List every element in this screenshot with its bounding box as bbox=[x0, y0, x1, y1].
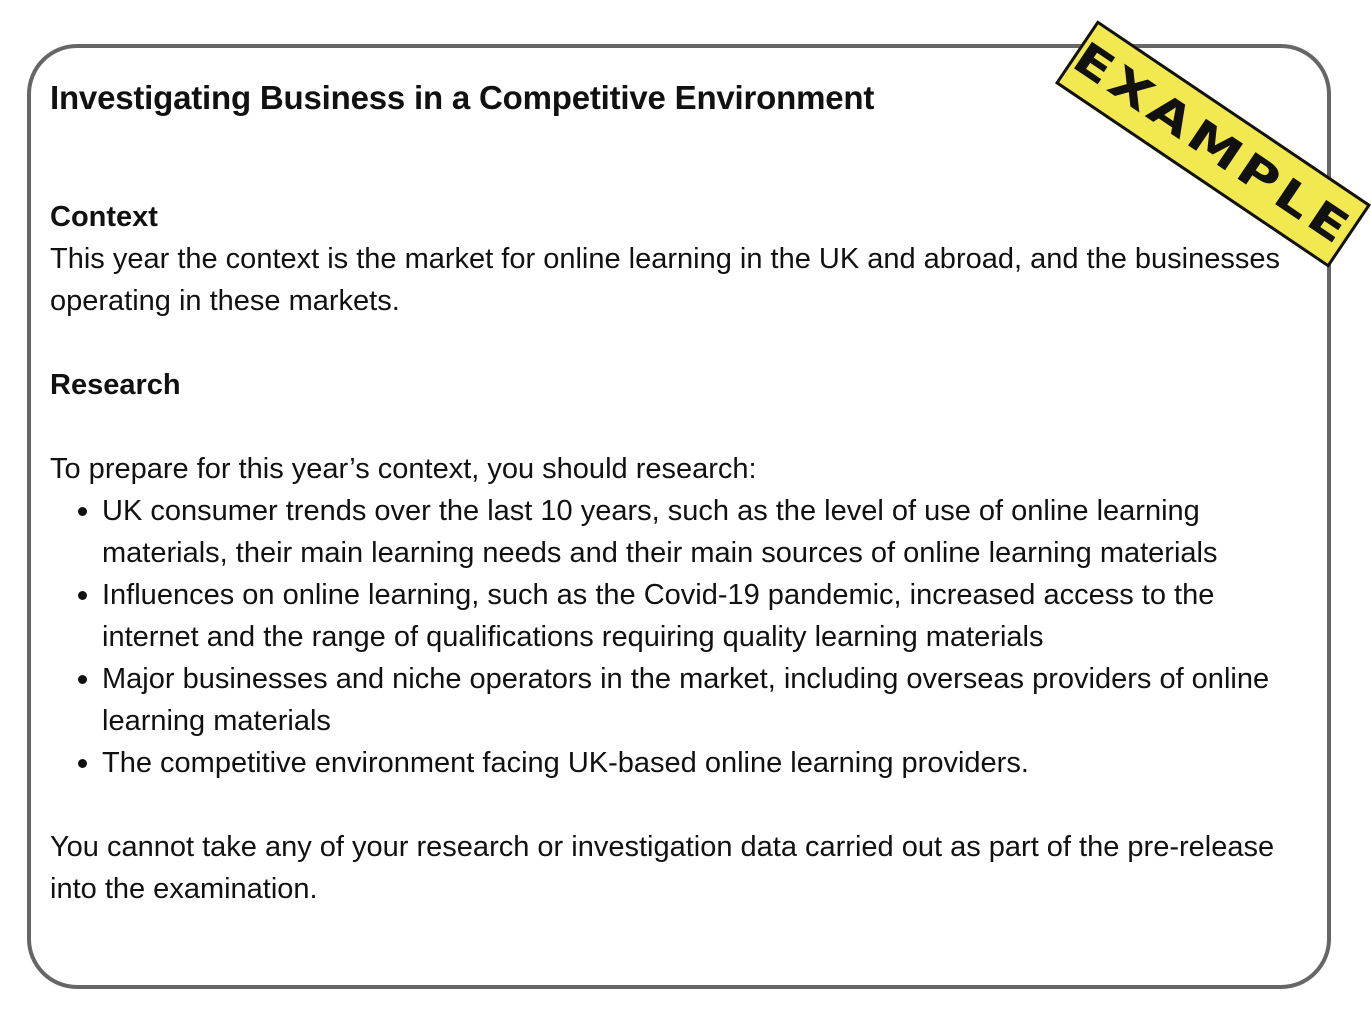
list-item bbox=[50, 490, 1300, 574]
document-title: Investigating Business in a Competitive Environment bbox=[50, 79, 875, 116]
closing-note: You cannot take any of your research or investigation data carried out as part of the pre-release into the examination. bbox=[50, 831, 1275, 905]
list-item bbox=[50, 742, 1300, 784]
document-content bbox=[50, 70, 1300, 910]
list-item-text: The competitive environment facing UK-based online learning providers. bbox=[102, 747, 1029, 779]
research-intro: To prepare for this year’s context, you should research: bbox=[50, 453, 757, 485]
list-item-text: Major businesses and niche operators in the market, including overseas providers of online learning materials bbox=[102, 663, 1270, 737]
example-stamp-label: EXAMPLE bbox=[1063, 31, 1363, 257]
list-item-text: UK consumer trends over the last 10 years, such as the level of use of online learning materials, their main learning needs and their main sources of online learning materials bbox=[102, 495, 1218, 569]
bullet-icon bbox=[78, 675, 87, 684]
context-heading: Context bbox=[50, 201, 158, 233]
research-heading: Research bbox=[50, 369, 181, 401]
bullet-icon bbox=[78, 591, 87, 600]
research-list bbox=[50, 490, 1300, 784]
spacer bbox=[50, 126, 1300, 196]
spacer bbox=[50, 784, 1300, 826]
spacer bbox=[50, 406, 1300, 448]
bullet-icon bbox=[78, 507, 87, 516]
list-item-text: Influences on online learning, such as the Covid-19 pandemic, increased access to the internet and the range of qualifications requiring quality learning materials bbox=[102, 579, 1215, 653]
list-item bbox=[50, 658, 1300, 742]
context-text: This year the context is the market for online learning in the UK and abroad, and the businesses operating in these markets. bbox=[50, 243, 1280, 317]
bullet-icon bbox=[78, 759, 87, 768]
list-item bbox=[50, 574, 1300, 658]
spacer bbox=[50, 322, 1300, 364]
